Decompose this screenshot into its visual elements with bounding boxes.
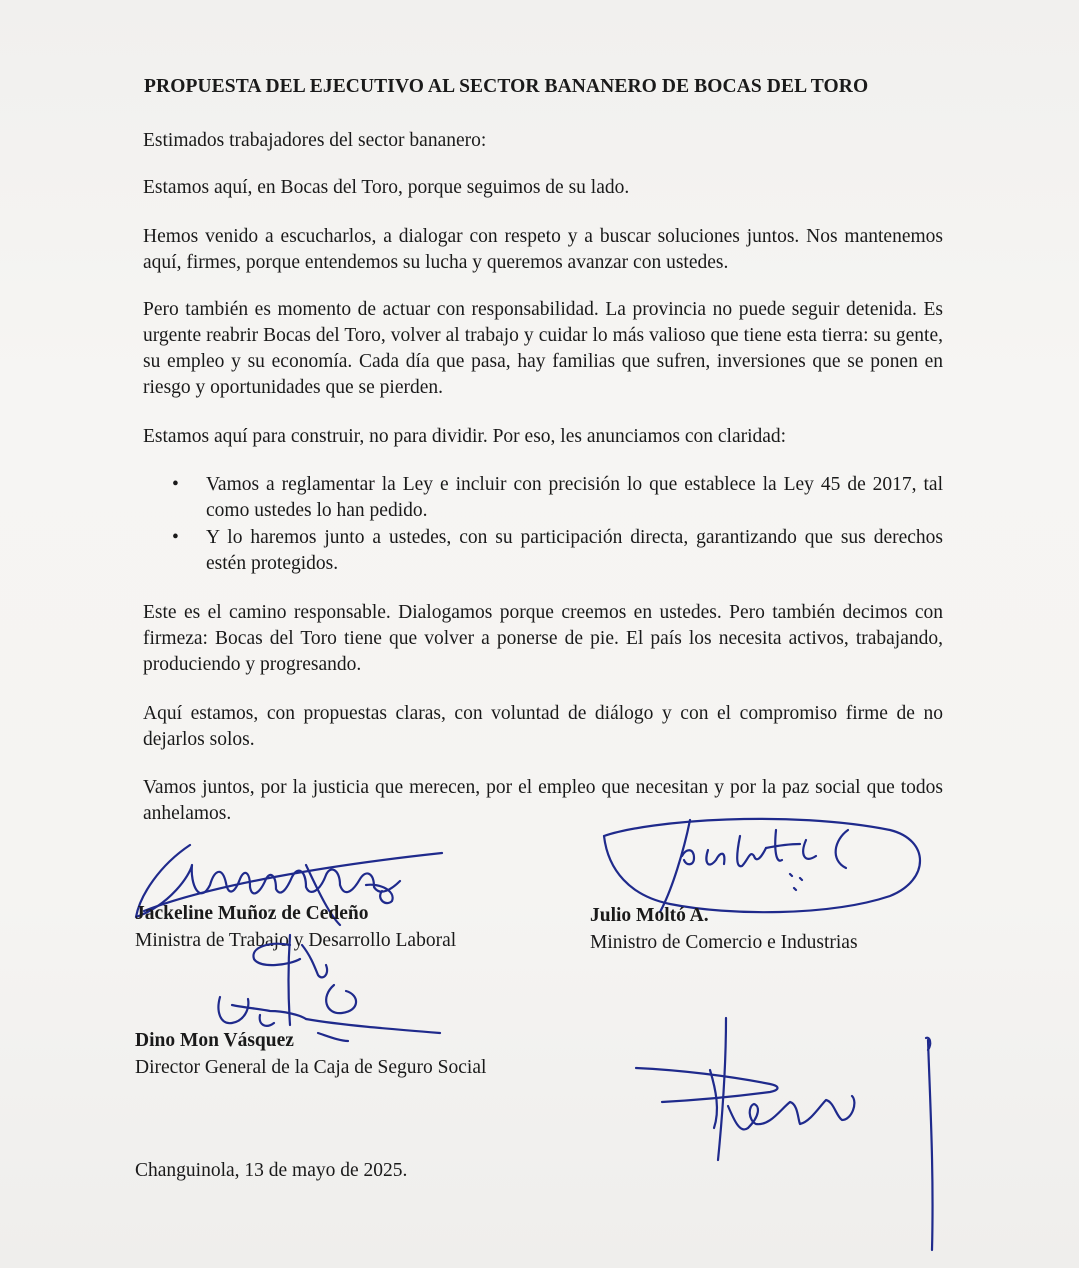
paragraph-2: Hemos venido a escucharlos, a dialogar con respeto y a buscar soluciones juntos. Nos mantenemos aquí, firmes, porque entendemos su lucha y queremos avanzar con ustedes. bbox=[143, 226, 943, 273]
paragraph-4: Estamos aquí para construir, no para dividir. Por eso, les anunciamos con claridad: bbox=[143, 426, 787, 447]
signatory-name-3: Dino Mon Vásquez bbox=[135, 1030, 294, 1051]
bullet-icon: • bbox=[172, 527, 179, 548]
document-title: PROPUESTA DEL EJECUTIVO AL SECTOR BANANERO DE BOCAS DEL TORO bbox=[144, 76, 869, 97]
list-item-text: Y lo haremos junto a ustedes, con su participación directa, garantizando que sus derechos estén protegidos. bbox=[206, 527, 943, 574]
paragraph-3: Pero también es momento de actuar con responsabilidad. La provincia no puede seguir detenida. Es urgente reabrir Bocas del Toro, volver al trabajo y cuidar lo más valioso que tiene esta tierra: su gente, su empleo y su economía. Cada día que pasa, hay familias que sufren, inversiones que se ponen en riesgo y oportunidades que se pierden. bbox=[143, 299, 943, 398]
paragraph-1: Estamos aquí, en Bocas del Toro, porque seguimos de su lado. bbox=[143, 177, 630, 198]
signatory-role-2: Ministro de Comercio e Industrias bbox=[590, 932, 858, 953]
signatory-name-2: Julio Moltó A. bbox=[590, 905, 709, 926]
list-item bbox=[143, 472, 943, 524]
paragraph-6: Aquí estamos, con propuestas claras, con voluntad de diálogo y con el compromiso firme de no dejarlos solos. bbox=[143, 703, 943, 750]
paragraph-5: Este es el camino responsable. Dialogamos porque creemos en ustedes. Pero también decimos con firmeza: Bocas del Toro tiene que volver a ponerse de pie. El país los necesita activos, trabajando, produciendo y progresando. bbox=[143, 602, 943, 675]
greeting: Estimados trabajadores del sector bananero: bbox=[143, 130, 487, 151]
signatory-name-1: Jackeline Muñoz de Cedeño bbox=[135, 903, 369, 924]
place-date: Changuinola, 13 de mayo de 2025. bbox=[135, 1160, 408, 1181]
announcement-list bbox=[143, 472, 943, 578]
signature-large bbox=[630, 1010, 950, 1260]
bullet-icon: • bbox=[172, 474, 179, 495]
list-item bbox=[143, 525, 943, 577]
signatory-role-1: Ministra de Trabajo y Desarrollo Laboral bbox=[135, 930, 457, 951]
paragraph-7: Vamos juntos, por la justicia que merecen, por el empleo que necesitan y por la paz social que todos anhelamos. bbox=[143, 777, 943, 824]
signatory-role-3: Director General de la Caja de Seguro Social bbox=[135, 1057, 487, 1078]
list-item-text: Vamos a reglamentar la Ley e incluir con precisión lo que establece la Ley 45 de 2017, tal como ustedes lo han pedido. bbox=[206, 474, 943, 521]
